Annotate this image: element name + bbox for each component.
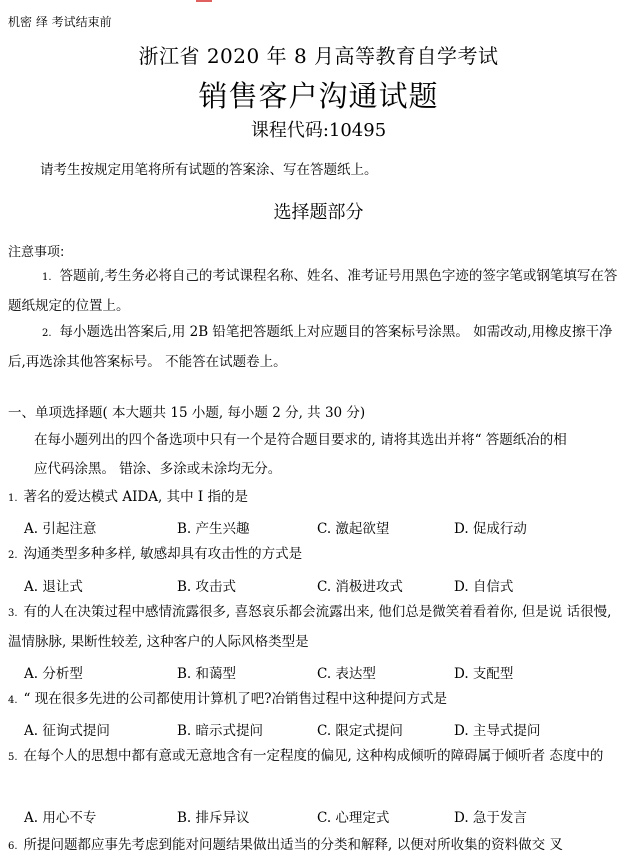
option-c: C. 限定式提问 <box>317 723 403 739</box>
option-c: C. 消极进攻式 <box>317 579 403 595</box>
question-text: 沟通类型多种多样, 敏感却具有攻击性的方式是 <box>23 546 303 562</box>
question-number: 3. <box>8 608 18 619</box>
secret-label: 机密 绎 考试结束前 <box>8 15 112 29</box>
question <box>8 540 626 570</box>
option-b: B. 产生兴趣 <box>177 521 250 537</box>
section1-heading: 一、单项选择题( 本大题共 15 小题, 每小题 2 分, 共 30 分) <box>8 405 366 421</box>
question-number: 1. <box>8 493 18 504</box>
question-number: 4. <box>8 695 18 706</box>
question <box>8 598 626 657</box>
option-b: B. 和蔼型 <box>177 666 237 682</box>
question-text: 有的人在决策过程中感情流露很多, 喜怒哀乐都会流露出来, 他们总是微笑着看着你, 但是说 话很慢, 温情脉脉, 果断性较差, 这种客户的人际风格类型是 <box>8 604 612 650</box>
notice-item <box>8 318 618 377</box>
option-c: C. 激起欲望 <box>317 521 390 537</box>
option-a: A. 退让式 <box>24 579 83 595</box>
question <box>8 831 633 861</box>
subject-title: 销售客户沟通试题 <box>198 79 439 113</box>
option-a: A. 分析型 <box>24 666 83 682</box>
option-d: D. 自信式 <box>454 579 514 595</box>
option-a: A. 用心不专 <box>24 810 97 826</box>
question-number: 6. <box>8 841 18 852</box>
course-code: 课程代码:10495 <box>250 120 387 141</box>
option-d: D. 支配型 <box>454 666 514 682</box>
option-d: D. 急于发言 <box>454 810 527 826</box>
option-d: D. 促成行动 <box>454 521 527 537</box>
question <box>8 685 626 715</box>
question-number: 2. <box>8 550 18 561</box>
question-text: 著名的爱达模式 AIDA, 其中 I 指的是 <box>23 489 248 505</box>
notice-item-text: 答题前,考生务必将自己的考试课程名称、姓名、准考证号用黑色字迹的签字笔或钢笔填写在答题纸规定的位置上。 <box>8 268 618 314</box>
notice-item-number: 1. <box>42 272 52 283</box>
option-a: A. 引起注意 <box>24 521 97 537</box>
question-number: 5. <box>8 752 18 763</box>
notice-item <box>8 262 618 321</box>
option-c: C. 表达型 <box>317 666 376 682</box>
instruction-text: 请考生按规定用笔将所有试题的答案涂、写在答题纸上。 <box>40 162 378 178</box>
option-c: C. 心理定式 <box>317 810 390 826</box>
option-b: B. 暗示式提问 <box>177 723 264 739</box>
option-a: A. 征询式提问 <box>24 723 110 739</box>
notice-item-text: 每小题选出答案后,用 2B 铅笔把答题纸上对应题目的答案标号涂黑。 如需改动,用橡皮擦干净后,再选涂其他答案标号。 不能答在试题卷上。 <box>8 324 613 370</box>
option-b: B. 排斥异议 <box>177 810 250 826</box>
section1-desc-line1: 在每小题列出的四个备选项中只有一个是符合题目要求的, 请将其选出并将“ 答题纸冶的相 <box>34 432 567 448</box>
question <box>8 742 626 772</box>
question-text: 所提问题都应事先考虑到能对问题结果做出适当的分类和解释, 以便对所收集的资料做交 叉 <box>23 837 563 853</box>
section1-description <box>34 426 624 484</box>
notice-label: 注意事项: <box>8 245 65 260</box>
section1-desc-line2: 应代码涂黑。 错涂、多涂或未涂均无分。 <box>34 461 282 477</box>
question-text: “ 现在很多先进的公司都使用计算机了吧?冶销售过程中这种提问方式是 <box>23 691 447 707</box>
option-d: D. 主导式提问 <box>454 723 541 739</box>
section-title-choice: 选择题部分 <box>273 202 364 223</box>
notice-item-number: 2. <box>42 328 52 339</box>
question <box>8 483 626 513</box>
exam-title: 浙江省 2020 年 8 月高等教育自学考试 <box>138 44 499 68</box>
question-text: 在每个人的思想中都有意或无意地含有一定程度的偏见, 这种构成倾听的障碍属于倾听者 态度中的 <box>23 748 604 764</box>
top-color-mark <box>196 0 212 2</box>
option-b: B. 攻击式 <box>177 579 237 595</box>
